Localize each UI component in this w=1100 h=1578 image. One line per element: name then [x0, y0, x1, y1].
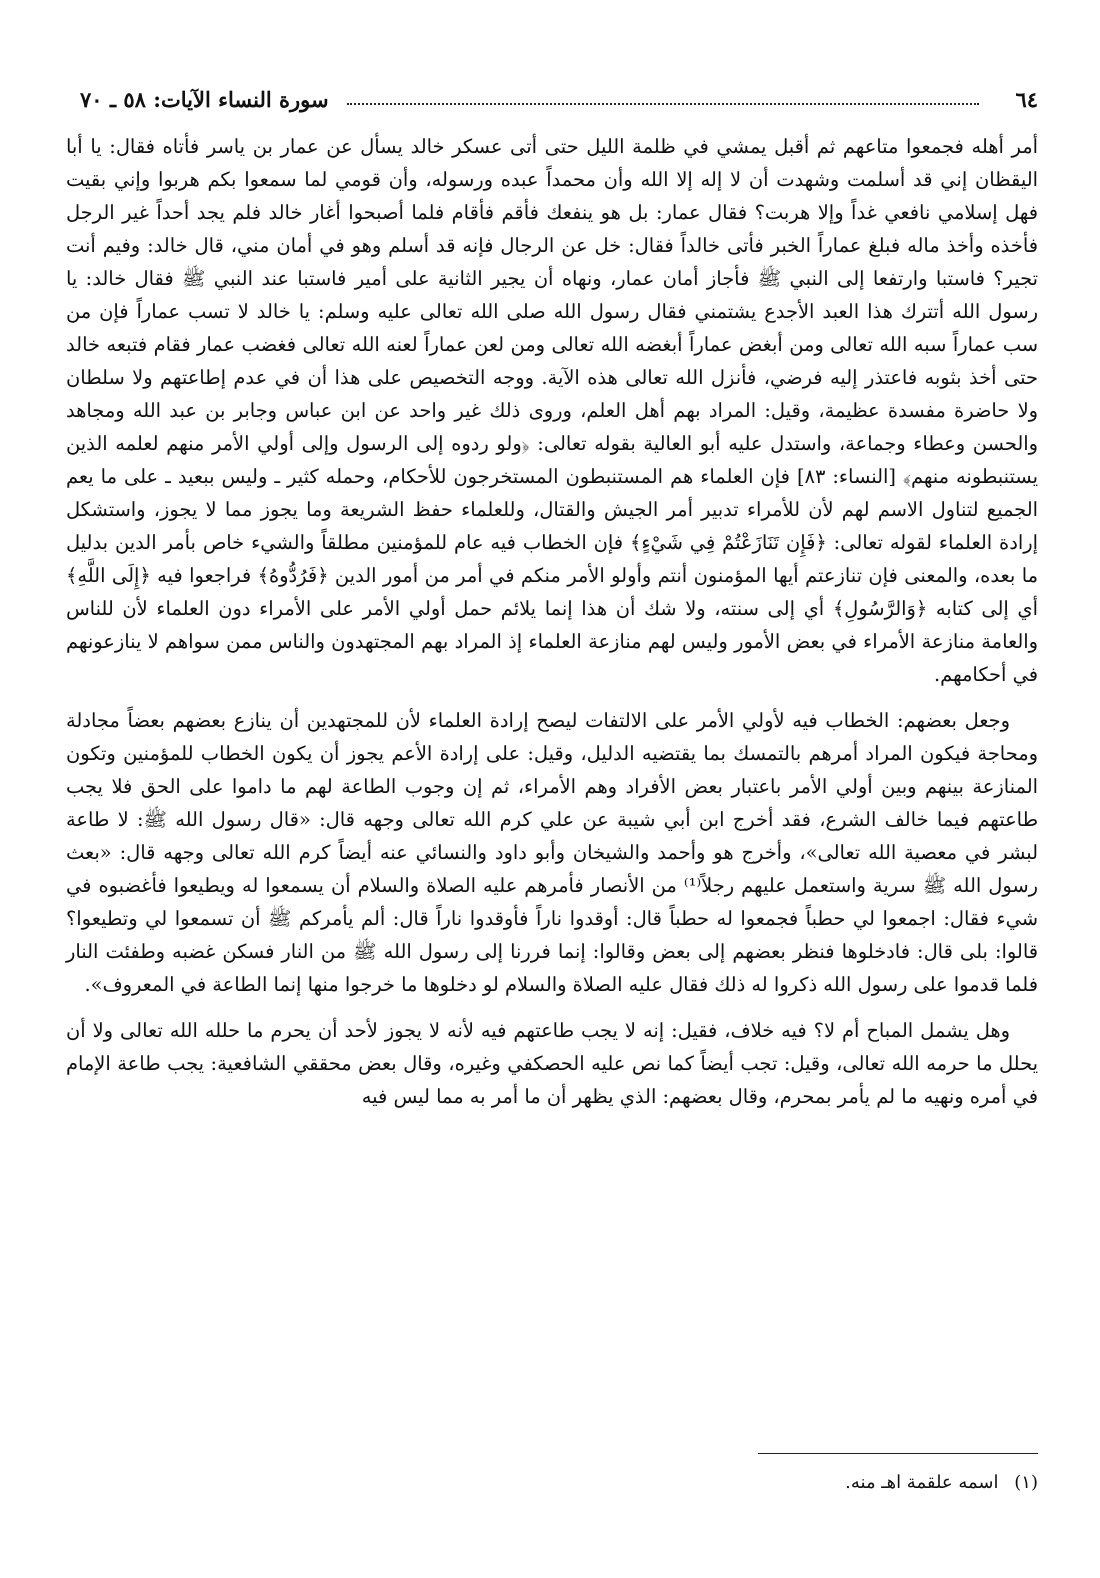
footnote-text: اسمه علقمة اهـ منه. — [845, 1472, 999, 1493]
page-number: ٦٤ — [1015, 86, 1038, 112]
paragraph: وهل يشمل المباح أم لا؟ فيه خلاف، فقيل: إنه لا يجب طاعتهم فيه لأنه لا يجوز لأحد أن يحرم ما حلله الله تعالى ولا أن يحلل ما حرمه الله تعالى، وقيل: تجب أيضاً كما نص عليه الحصكفي وغيره، وقال بعض محققي الشافعية: يجب طاعة الإمام في أمره ونهيه ما لم يأمر بمحرم، وقال بعضهم: الذي يظهر أن ما أمر به مما ليس فيه — [66, 1019, 1038, 1108]
main-text — [66, 130, 1038, 1113]
chapter-title: سورة النساء الآيات: ٥٨ ـ ٧٠ — [80, 86, 329, 112]
paragraph: أمر أهله فجمعوا متاعهم ثم أقبل يمشي في ظلمة الليل حتى أتى عسكر خالد يسأل عن عمار بن ياسر فأتاه فقال: يا أبا اليقظان إني قد أسلمت وشهدت أن لا إله إلا الله وأن محمداً عبده ورسوله، وأن قومي لما سمعوا بكم هربوا وإني بقيت فهل إسلامي نافعي غداً وإلا هربت؟ فقال عمار: بل هو ينفعك فأقم فأقام فلما أصبحوا أغار خالد فلم يجد أحداً غير الرجل فأخذه وأخذ ماله فبلغ عماراً الخبر فأتى خالداً فقال: خل عن الرجال فإنه قد أسلم وهو في أمان مني، قال خالد: وفيم أنت تجير؟ فاستبا وارتفعا إلى النبي ﷺ فأجاز أمان عمار، ونهاه أن يجير الثانية على أمير فاستبا عند النبي ﷺ فقال خالد: يا رسول الله أتترك هذا العبد الأجدع يشتمني فقال رسول الله صلى الله تعالى عليه وسلم: يا خالد لا تسب عماراً فإن من سب عماراً سبه الله تعالى ومن أبغض عماراً أبغضه الله تعالى ومن لعن عماراً لعنه الله تعالى فغضب عمار فقام فتبعه خالد حتى أخذ بثوبه فاعتذر إليه فرضي، فأنزل الله تعالى هذه الآية. ووجه التخصيص على هذا أن في عدم إطاعتهم ولا سلطان ولا حاضرة مفسدة عظيمة، وقيل: المراد بهم أهل العلم، وروى ذلك غير واحد عن ابن عباس وجابر بن عبد الله ومجاهد والحسن وعطاء وجماعة، واستدل عليه أبو العالية بقوله تعالى: ﴿ولو ردوه إلى الرسول وإلى أولي الأمر منهم لعلمه الذين يستنبطونه منهم﴾ [النساء: ٨٣] فإن العلماء هم المستنبطون المستخرجون للأحكام، وحمله كثير ـ وليس ببعيد ـ على ما يعم الجميع لتناول الاسم لهم لأن للأمراء تدبير أمر الجيش والقتال، وللعلماء حفظ الشريعة وما يجوز مما لا يجوز، واستشكل إرادة العلماء لقوله تعالى: ﴿فَإِن تَنَازَعْتُمْ فِي شَيْءٍ﴾ فإن الخطاب فيه عام للمؤمنين مطلقاً والشيء خاص بأمر الدين بدليل ما بعده، والمعنى فإن تنازعتم أيها المؤمنون أنتم وأولو الأمر منكم في أمر من أمور الدين ﴿فَرُدُّوهُ﴾ فراجعوا فيه ﴿إِلَى اللَّهِ﴾ أي إلى كتابه ﴿وَالرَّسُولِ﴾ أي إلى سنته، ولا شك أن هذا إنما يلائم حمل أولي الأمر على الأمراء دون العلماء لأن للناس والعامة منازعة الأمراء في بعض الأمور وليس لهم منازعة العلماء إذ المراد بهم المجتهدون والناس ممن سواهم لا ينازعونهم في أحكامهم. — [66, 135, 1039, 686]
footnote-number: (١) — [1014, 1472, 1038, 1493]
footnote-separator — [758, 1453, 1038, 1454]
header-dotted-leader — [347, 103, 980, 105]
paragraph: وجعل بعضهم: الخطاب فيه لأولي الأمر على الالتفات ليصح إرادة العلماء لأن للمجتهدين أن ينازع بعضهم بعضاً مجادلة ومحاجة فيكون المراد أمرهم بالتمسك بما يقتضيه الدليل، وقيل: على إرادة الأعم يجوز أن يكون الخطاب للمؤمنين وتكون المنازعة بينهم وبين أولي الأمر باعتبار بعض الأفراد وهم الأمراء، ثم إن وجوب الطاعة لهم ما داموا على الحق فلا يجب طاعتهم فيما خالف الشرع، فقد أخرج ابن أبي شيبة عن علي كرم الله تعالى وجهه قال: «قال رسول الله ﷺ: لا طاعة لبشر في معصية الله تعالى»، وأخرج هو وأحمد والشيخان وأبو داود والنسائي عنه أيضاً كرم الله تعالى وجهه قال: «بعث رسول الله ﷺ سرية واستعمل عليهم رجلاً⁽¹⁾ من الأنصار فأمرهم عليه الصلاة والسلام أن يسمعوا له ويطيعوا فأغضبوه في شيء فقال: اجمعوا لي حطباً فجمعوا له حطباً قال: أوقدوا ناراً فأوقدوا ناراً قال: ألم يأمركم ﷺ أن تسمعوا لي وتطيعوا؟ قالوا: بلى قال: فادخلوها فنظر بعضهم إلى بعض وقالوا: إنما فررنا إلى رسول الله ﷺ من النار فسكن غضبه وطفئت النار فلما قدموا على رسول الله ذكروا له ذلك فقال عليه الصلاة والسلام لو دخلوها ما خرجوا منها إنما الطاعة في المعروف». — [66, 709, 1038, 996]
footnote — [66, 1469, 1038, 1497]
page-header — [80, 82, 1038, 116]
